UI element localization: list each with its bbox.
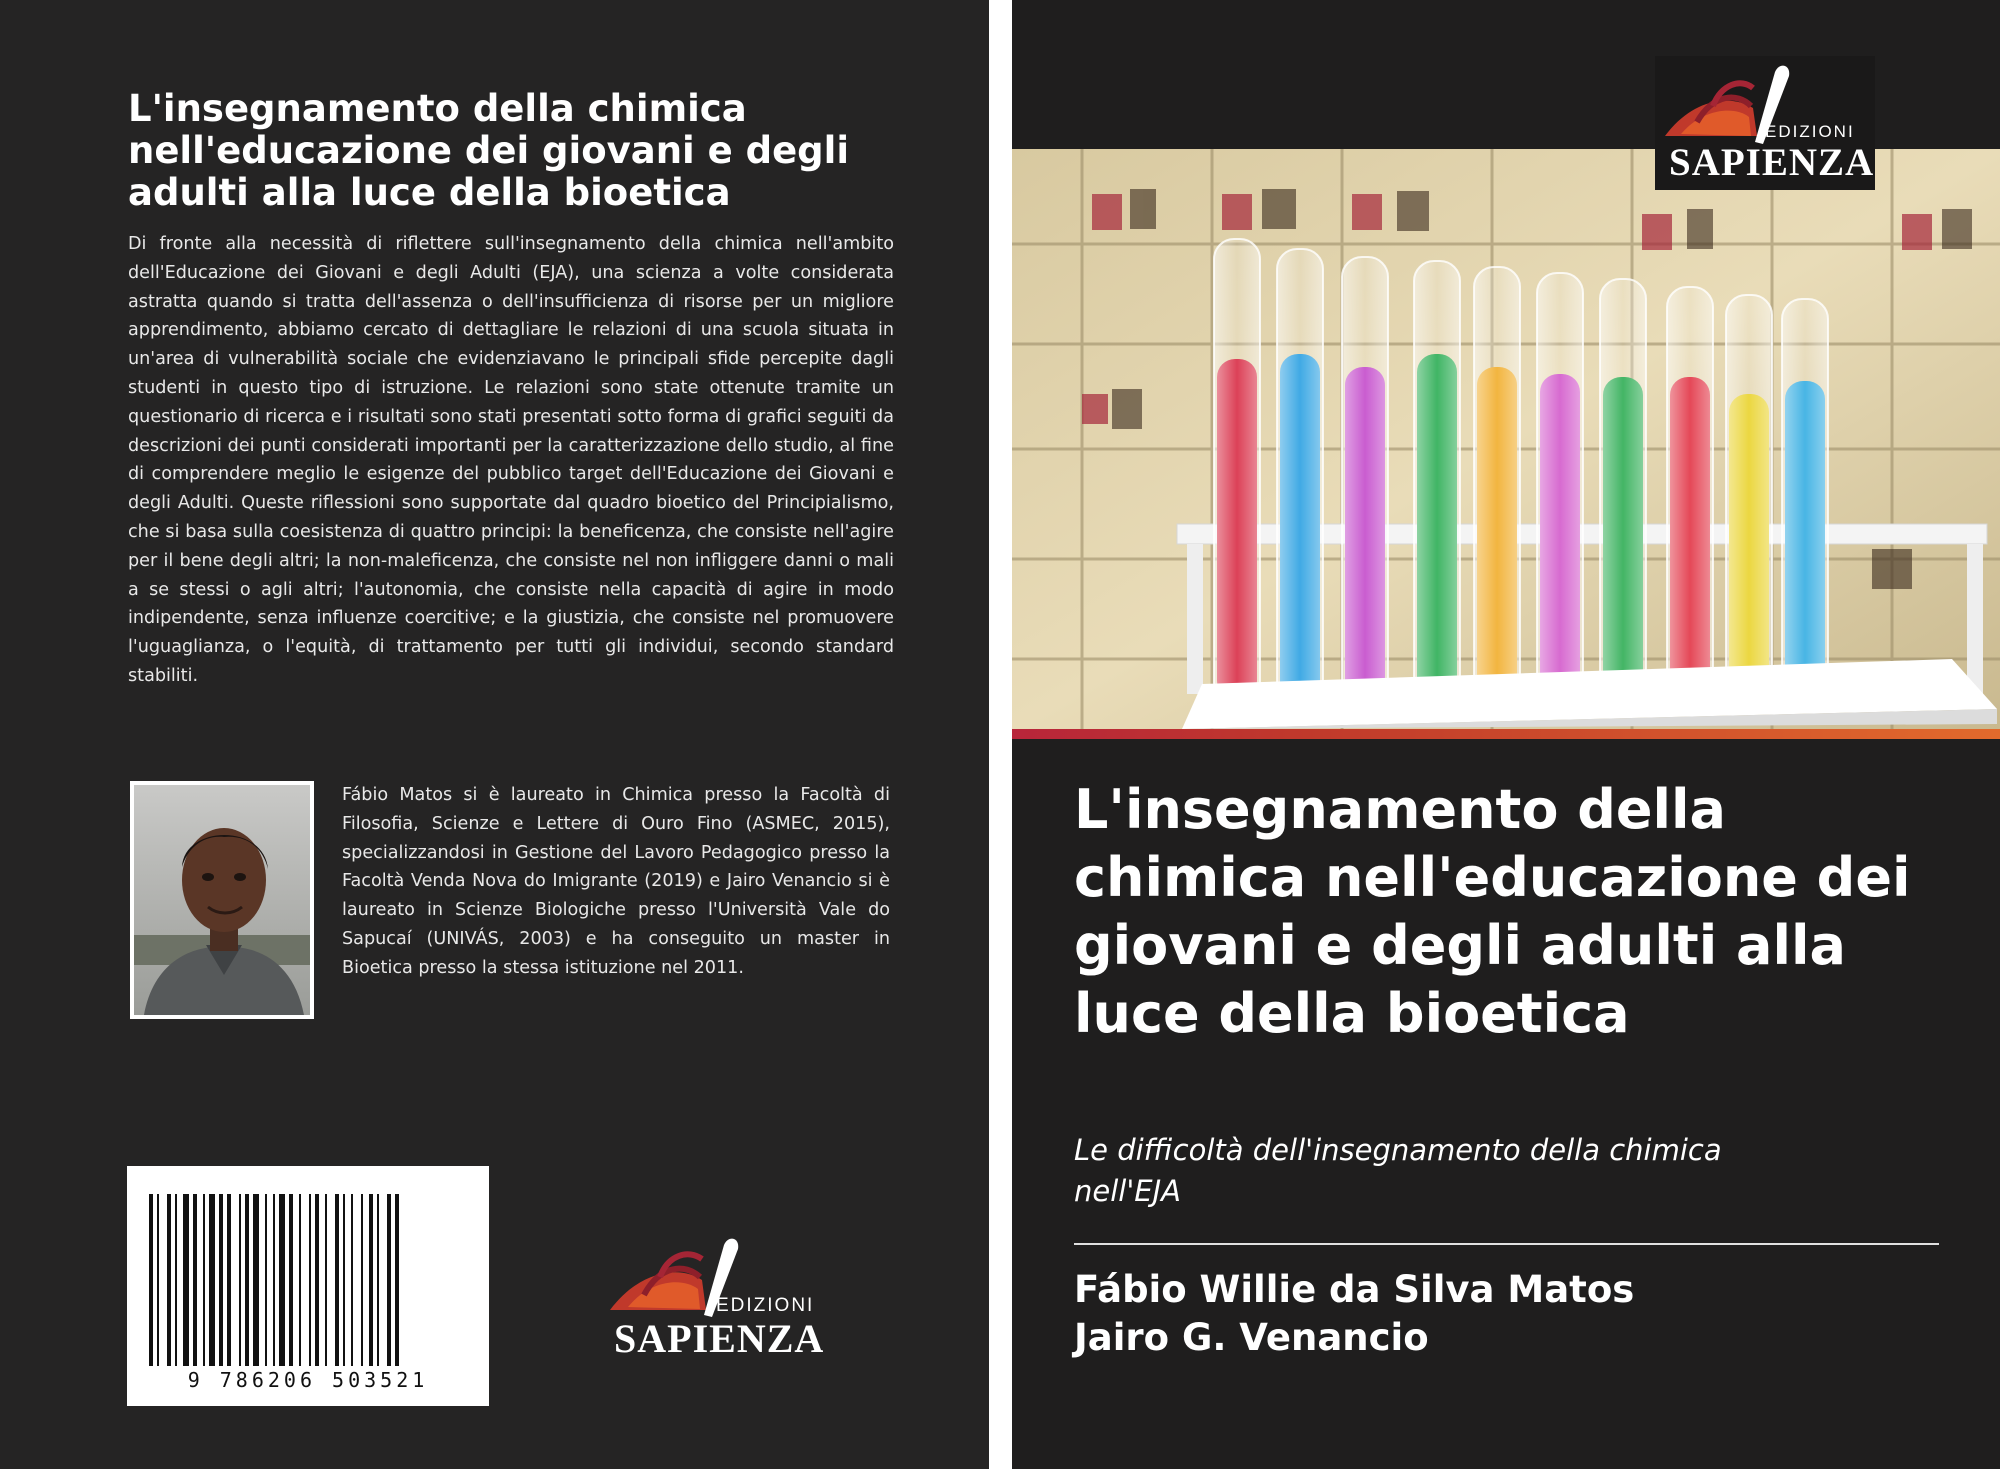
barcode-bar (175, 1194, 177, 1366)
barcode-bar (315, 1194, 319, 1366)
cover-accent-line (1012, 729, 2000, 739)
barcode-bar (335, 1194, 339, 1366)
barcode-bar (245, 1194, 249, 1366)
test-tube (1667, 287, 1713, 703)
barcode-bar (193, 1194, 197, 1366)
barcode-bar (157, 1194, 159, 1366)
test-tube (1600, 279, 1646, 703)
barcode-bar (149, 1194, 153, 1366)
title-divider (1074, 1243, 1939, 1245)
front-cover (1012, 0, 2000, 1469)
test-tube (1726, 295, 1772, 703)
test-tube (1537, 273, 1583, 703)
isbn-number: 9 786206 503521 (187, 1368, 429, 1392)
author-bio: Fábio Matos si è laureato in Chimica presso la Facoltà di Filosofia, Scienze e Lettere di Ouro Fino (ASMEC, 2015), specializzandosi in Gestione del Lavoro Pedagogico presso la Facoltà Venda Nova do Imigrante (2019) e Jairo Venancio si è laureato in Scienze Biologiche presso l'Università Vale do Sapucaí (UNIVÁS, 2003) e ha conseguito un master in Bioetica presso la stessa istituzione nel 2011. (342, 785, 890, 978)
test-tube (1277, 249, 1323, 703)
publisher-edizioni-front: EDIZIONI (1765, 122, 1855, 141)
back-cover-title: L'insegnamento della chimica nell'educazione dei giovani e degli adulti alla luce della bioetica (128, 87, 850, 214)
barcode-bar (343, 1194, 345, 1366)
book-abstract: Di fronte alla necessità di riflettere sull'insegnamento della chimica nell'ambito dell'Educazione dei Giovani e degli Adulti (EJA), una scienza a volte considerata astratta quando si tratta dell'assenza o dell'insufficienza di risorse per un migliore apprendimento, abbiamo cercato di dettagliare le relazioni di una scuola situata in un'area di vulnerabilità sociale che evidenziavano le principali sfide percepite dagli studenti in questo tipo di istruzione. Le relazioni sono state ottenute tramite un questionario di ricerca e i risultati sono stati presentati sotto forma di grafici seguiti da descrizioni dei punti considerati importanti per la caratterizzazione dello studio, al fine di comprendere meglio le esigenze del pubblico target dell'Educazione dei Giovani e degli Adulti. Queste riflessioni sono supportate dal quadro bioetico del Principialismo, che si basa sulla coesistenza di quattro principi: la beneficenza, che consiste nell'agire per il bene degli altri; la non-maleficenza, che consiste nel non infliggere danni o mali a se stessi o agli altri; l'autonomia, che consiste nella capacità di agire in modo indipendente, senza influenze coercitive; e la giustizia, che consiste nel promuovere l'uguaglianza, o l'equità, di trattamento per tutti gli individui, secondo standard stabiliti. (128, 234, 894, 686)
barcode-bar (209, 1194, 215, 1366)
barcode-bar (239, 1194, 241, 1366)
barcode-bar (219, 1194, 223, 1366)
author-name-2: Jairo G. Venancio (1074, 1316, 1429, 1359)
author-name-1: Fábio Willie da Silva Matos (1074, 1268, 1635, 1311)
publisher-name-front: SAPIENZA (1669, 141, 1875, 184)
test-tube (1342, 257, 1388, 703)
barcode-bar (395, 1194, 399, 1366)
barcode-bar (387, 1194, 391, 1366)
barcode-bar (309, 1194, 311, 1366)
book-title: L'insegnamento della chimica nell'educazione dei giovani e degli adulti alla luce della bioetica (1074, 778, 1911, 1045)
barcode-bar (167, 1194, 171, 1366)
barcode-bar (253, 1194, 259, 1366)
test-tube (1782, 299, 1828, 703)
barcode-bar (377, 1194, 379, 1366)
isbn-barcode (127, 1166, 489, 1406)
barcode-bar (361, 1194, 363, 1366)
barcode-bar (273, 1194, 275, 1366)
barcode-bar (227, 1194, 231, 1366)
publisher-logo-front (1655, 56, 1875, 190)
barcode-bar (183, 1194, 189, 1366)
book-subtitle: Le difficoltà dell'insegnamento della chimica nell'EJA (1074, 1133, 1722, 1208)
barcode-bar (279, 1194, 285, 1366)
test-tube (1214, 239, 1260, 703)
barcode-bar (325, 1194, 327, 1366)
barcode-bar (203, 1194, 205, 1366)
barcode-bar (351, 1194, 353, 1366)
publisher-edizioni: EDIZIONI (716, 1295, 815, 1316)
publisher-logo (600, 1225, 830, 1365)
test-tube (1414, 261, 1460, 703)
publisher-name: SAPIENZA (614, 1316, 825, 1361)
barcode-bar (265, 1194, 267, 1366)
author-photo (130, 781, 314, 1019)
cover-photo-test-tubes (1012, 149, 2000, 729)
barcode-bar (299, 1194, 301, 1366)
test-tube (1474, 267, 1520, 703)
barcode-bar (369, 1194, 373, 1366)
barcode-bar (289, 1194, 293, 1366)
back-cover (0, 0, 989, 1469)
